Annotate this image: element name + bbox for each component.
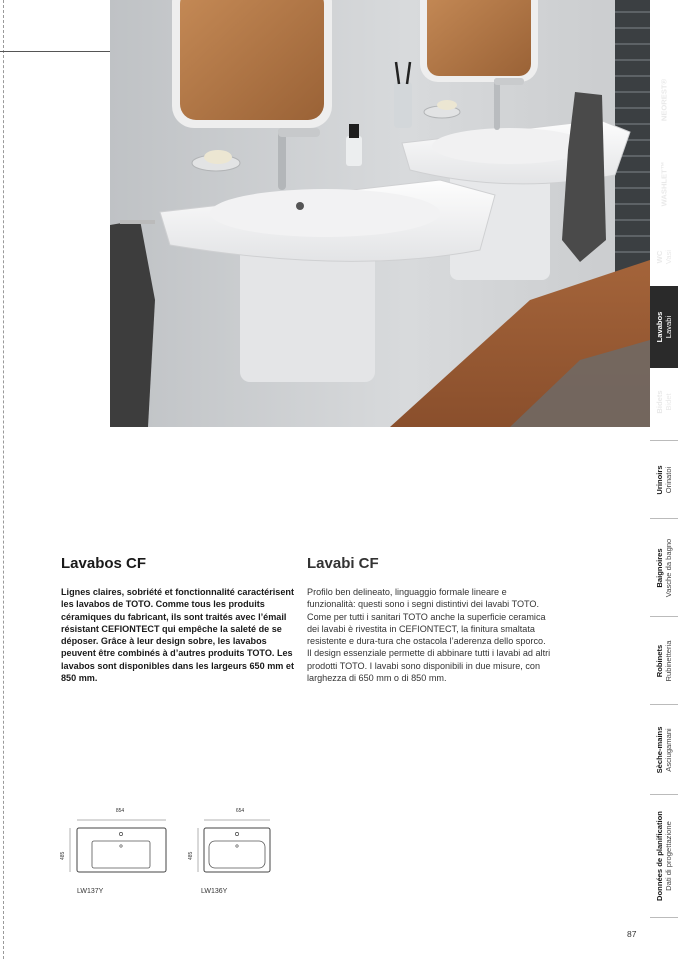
tab-neorest[interactable]	[650, 60, 678, 140]
section-index	[650, 0, 678, 959]
title-it: Lavabi CF	[307, 555, 379, 572]
body-text-it: Profilo ben delineato, linguaggio formale lineare e funzionalità: questi sono i segni distintivi dei lavabi TOTO. Come per tutti i sanitari TOTO anche la superficie ceramica dei lavabi è rivestita in CEFIONTECT, la finitura smaltata resistente e dura-tura che ostacola l’aderenza dello sporco. Il design essenziale permette di abbinare tutti i lavabi ad altri prodotti TOTO. I lavabi sono disponibili in due misure, con larghezza di 650 mm o di 850 mm.	[307, 587, 551, 684]
tab-bidets[interactable]	[650, 368, 678, 436]
tab-lavabos-label-it: Lavabi	[664, 315, 673, 339]
cut-line	[3, 0, 4, 959]
tab-urinoirs-label-it: Orinatoi	[664, 466, 673, 493]
tab-donnees-label-fr: Données de planification	[655, 811, 664, 901]
tab-baignoires-label-it: Vasche da bagno	[664, 538, 673, 597]
dimension-width: 854	[115, 808, 125, 814]
technical-drawing-lw136y	[190, 808, 300, 878]
tab-bidets-label-it: Bidet	[664, 393, 673, 411]
dimension-width: 654	[235, 808, 245, 814]
tab-washlet-label: WASHLET™	[659, 161, 669, 207]
tab-seche-mains[interactable]	[650, 704, 678, 794]
product-code-lw137y: LW137Y	[77, 888, 104, 895]
tab-baignoires[interactable]	[650, 518, 678, 616]
tab-urinoirs-label-fr: Urinoirs	[655, 464, 664, 495]
tab-lavabos-label-fr: Lavabos	[655, 311, 664, 343]
tab-robinets[interactable]	[650, 616, 678, 704]
product-photo	[110, 0, 650, 427]
dimension-height: 485	[188, 851, 194, 860]
tab-donnees-label-it: Dati di progettazione	[664, 821, 673, 891]
tab-wc-label-it: Vasi	[664, 249, 673, 265]
tab-washlet[interactable]	[650, 140, 678, 228]
tab-neorest-label: NEOREST®	[659, 78, 669, 122]
tab-lavabos[interactable]	[650, 286, 678, 368]
tab-donnees[interactable]	[650, 794, 678, 918]
tab-robinets-label-it: Rubinetteria	[664, 640, 673, 681]
tab-seche-mains-label-it: Asciugamani	[664, 727, 673, 772]
dimension-height: 485	[60, 851, 66, 860]
tab-urinoirs[interactable]	[650, 440, 678, 518]
tab-baignoires-label-fr: Baignoires	[655, 547, 664, 588]
body-text-fr: Lignes claires, sobriété et fonctionnalité caractérisent les lavabos de TOTO. Comme tous les produits céramiques du fabricant, ils sont traités avec l’émail résistant CEFIONTECT qui empêche la saleté de se déposer. Grâce à leur design sobre, les lavabos peuvent être combinés à d’autres produits TOTO. Les lavabos sont disponibles dans les largeurs 650 mm et 850 mm.	[61, 587, 294, 684]
tab-bidets-label-fr: Bidets	[655, 390, 664, 414]
page-number: 87	[627, 929, 637, 939]
title-fr: Lavabos CF	[61, 555, 147, 572]
tab-wc-label-fr: WC	[655, 250, 664, 264]
technical-drawing-lw137y	[62, 808, 172, 878]
tab-robinets-label-fr: Robinets	[655, 644, 664, 677]
tab-seche-mains-label-fr: Sèche-mains	[655, 726, 664, 773]
product-code-lw136y: LW136Y	[201, 888, 228, 895]
tab-wc[interactable]	[650, 228, 678, 286]
